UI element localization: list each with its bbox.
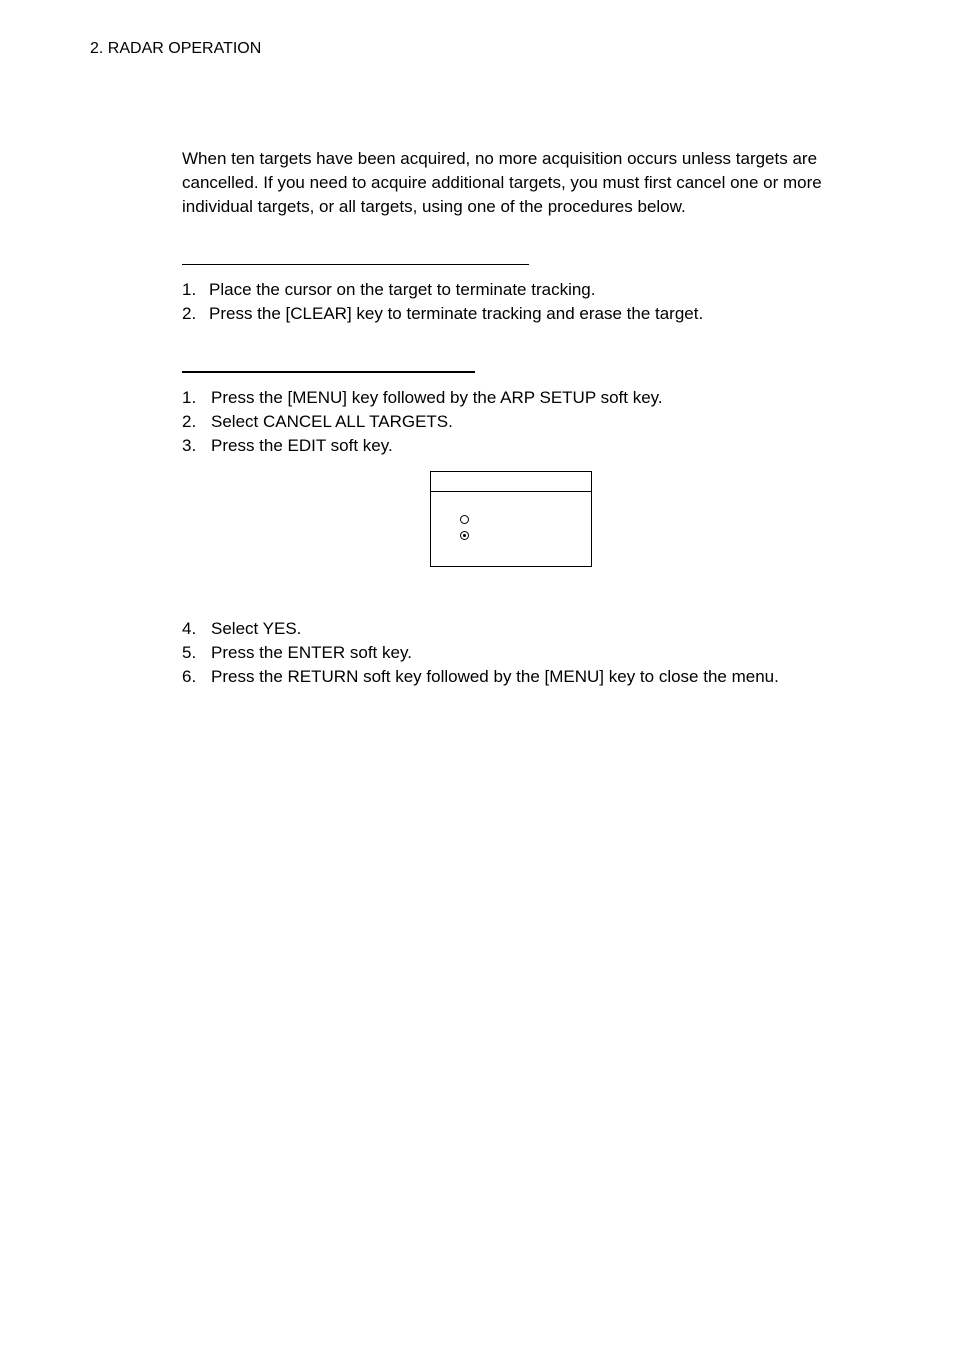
radio-selected-icon — [460, 531, 469, 540]
step-item — [182, 386, 663, 410]
step-item — [182, 617, 779, 641]
step-text: Select CANCEL ALL TARGETS. — [211, 412, 453, 431]
procedure-individual-steps — [182, 278, 703, 326]
radio-unselected-icon — [460, 515, 469, 524]
step-item — [182, 434, 663, 458]
radio-dot — [463, 534, 466, 537]
step-number: 6. — [182, 667, 197, 686]
step-item — [182, 410, 663, 434]
step-item — [182, 278, 703, 302]
procedure-all-steps-after — [182, 617, 779, 689]
section-underline-individual — [182, 264, 529, 265]
menu-title-bar — [431, 472, 591, 492]
step-number: 1. — [182, 280, 197, 299]
step-text: Place the cursor on the target to terminate tracking. — [209, 280, 596, 299]
step-text: Press the [CLEAR] key to terminate tracking and erase the target. — [209, 304, 704, 323]
procedure-all-steps-before — [182, 386, 663, 458]
cancel-all-targets-menu-figure — [430, 471, 592, 567]
intro-paragraph: When ten targets have been acquired, no more acquisition occurs unless targets are cancelled. If you need to acquire additional targets, you must first cancel one or more individual targets, or all targets, using one of the procedures below. — [182, 149, 822, 216]
step-item — [182, 665, 779, 689]
step-item — [182, 641, 779, 665]
step-text: Press the EDIT soft key. — [211, 436, 393, 455]
step-number: 2. — [182, 412, 197, 431]
step-text: Press the [MENU] key followed by the ARP SETUP soft key. — [211, 388, 663, 407]
step-number: 2. — [182, 304, 197, 323]
step-text: Press the RETURN soft key followed by the [MENU] key to close the menu. — [211, 667, 779, 686]
step-number: 3. — [182, 436, 197, 455]
step-text: Select YES. — [211, 619, 302, 638]
step-item — [182, 302, 703, 326]
step-number: 1. — [182, 388, 197, 407]
step-number: 4. — [182, 619, 197, 638]
running-header: 2. RADAR OPERATION — [90, 40, 262, 57]
step-text: Press the ENTER soft key. — [211, 643, 412, 662]
step-number: 5. — [182, 643, 197, 662]
section-underline-all — [182, 371, 475, 373]
